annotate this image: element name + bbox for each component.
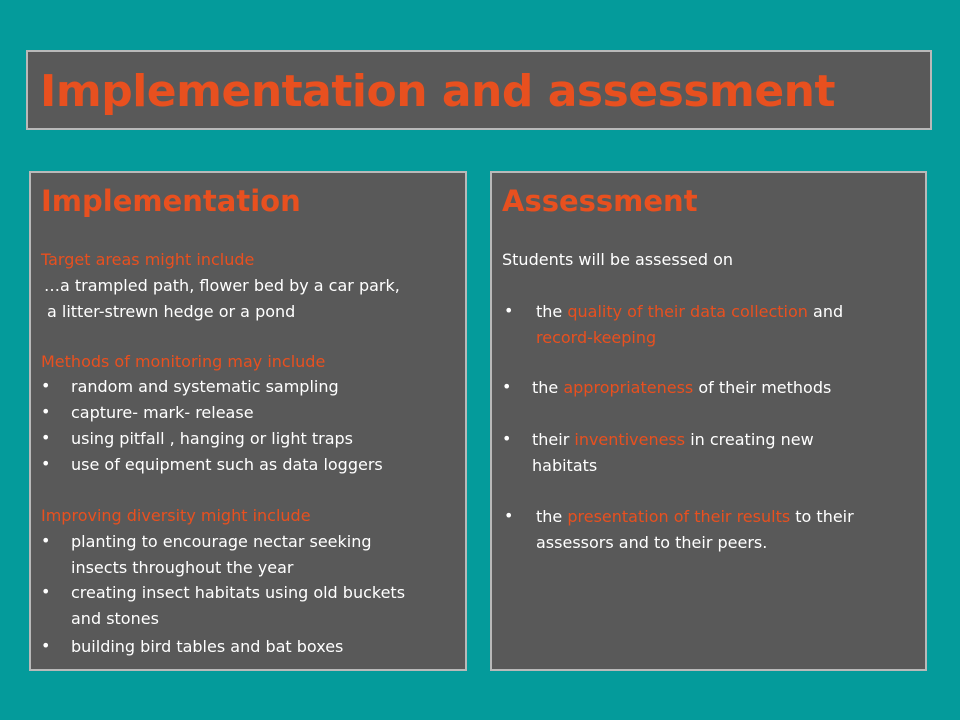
improving-item-line2: insects throughout the year — [71, 558, 294, 577]
slide-title: Implementation and assessment — [40, 66, 836, 117]
assessment-item-pre: the — [532, 378, 564, 397]
method-item: using pitfall , hanging or light traps — [71, 429, 353, 448]
bullet-icon: • — [41, 376, 51, 395]
assessment-item-pre: their — [532, 430, 575, 449]
assessment-heading: Assessment — [502, 184, 698, 218]
assessment-item-pre: the — [536, 507, 568, 526]
method-item: capture- mark- release — [71, 403, 254, 422]
bullet-icon: • — [41, 454, 51, 473]
assessment-panel — [490, 171, 927, 671]
bullet-icon: • — [502, 429, 512, 448]
methods-heading: Methods of monitoring may include — [41, 352, 326, 371]
assessment-item — [536, 301, 843, 323]
assessment-item-accent: appropriateness — [563, 378, 694, 397]
improving-item-line1: building bird tables and bat boxes — [71, 637, 344, 656]
improving-item-line1: creating insect habitats using old buckets — [71, 583, 406, 602]
assessment-item-post: and — [807, 302, 844, 321]
title-box — [26, 50, 932, 130]
method-item: use of equipment such as data loggers — [71, 455, 383, 474]
assessment-item-accent: quality of their data collection — [567, 302, 808, 321]
target-heading: Target areas might include — [41, 250, 255, 269]
assessment-item-post: to their — [790, 507, 854, 526]
target-line-2: a litter-strewn hedge or a pond — [47, 302, 296, 321]
improving-item-line1: planting to encourage nectar seeking — [71, 532, 372, 551]
bullet-icon: • — [41, 636, 51, 655]
target-line-1: …a trampled path, flower bed by a car park, — [44, 276, 400, 295]
assessment-item — [536, 506, 854, 528]
assessment-item-post: of their methods — [693, 378, 832, 397]
bullet-icon: • — [504, 506, 514, 525]
implementation-heading: Implementation — [41, 184, 301, 218]
assessment-item-accent: presentation of their results — [567, 507, 791, 526]
bullet-icon: • — [504, 301, 514, 320]
bullet-icon: • — [41, 582, 51, 601]
improving-heading: Improving diversity might include — [41, 506, 311, 525]
assessment-intro: Students will be assessed on — [502, 250, 734, 269]
bullet-icon: • — [41, 531, 51, 550]
assessment-item-pre: the — [536, 302, 568, 321]
assessment-item-line2: habitats — [532, 456, 598, 475]
bullet-icon: • — [502, 377, 512, 396]
improving-item-line2: and stones — [71, 609, 159, 628]
assessment-item-line2: record-keeping — [536, 328, 657, 347]
bullet-icon: • — [41, 428, 51, 447]
method-item: random and systematic sampling — [71, 377, 339, 396]
bullet-icon: • — [41, 402, 51, 421]
assessment-item-post: in creating new — [685, 430, 814, 449]
assessment-item-line2: assessors and to their peers. — [536, 533, 768, 552]
assessment-item-accent: inventiveness — [574, 430, 686, 449]
implementation-panel — [29, 171, 467, 671]
assessment-item — [532, 429, 814, 451]
assessment-item — [532, 377, 831, 399]
